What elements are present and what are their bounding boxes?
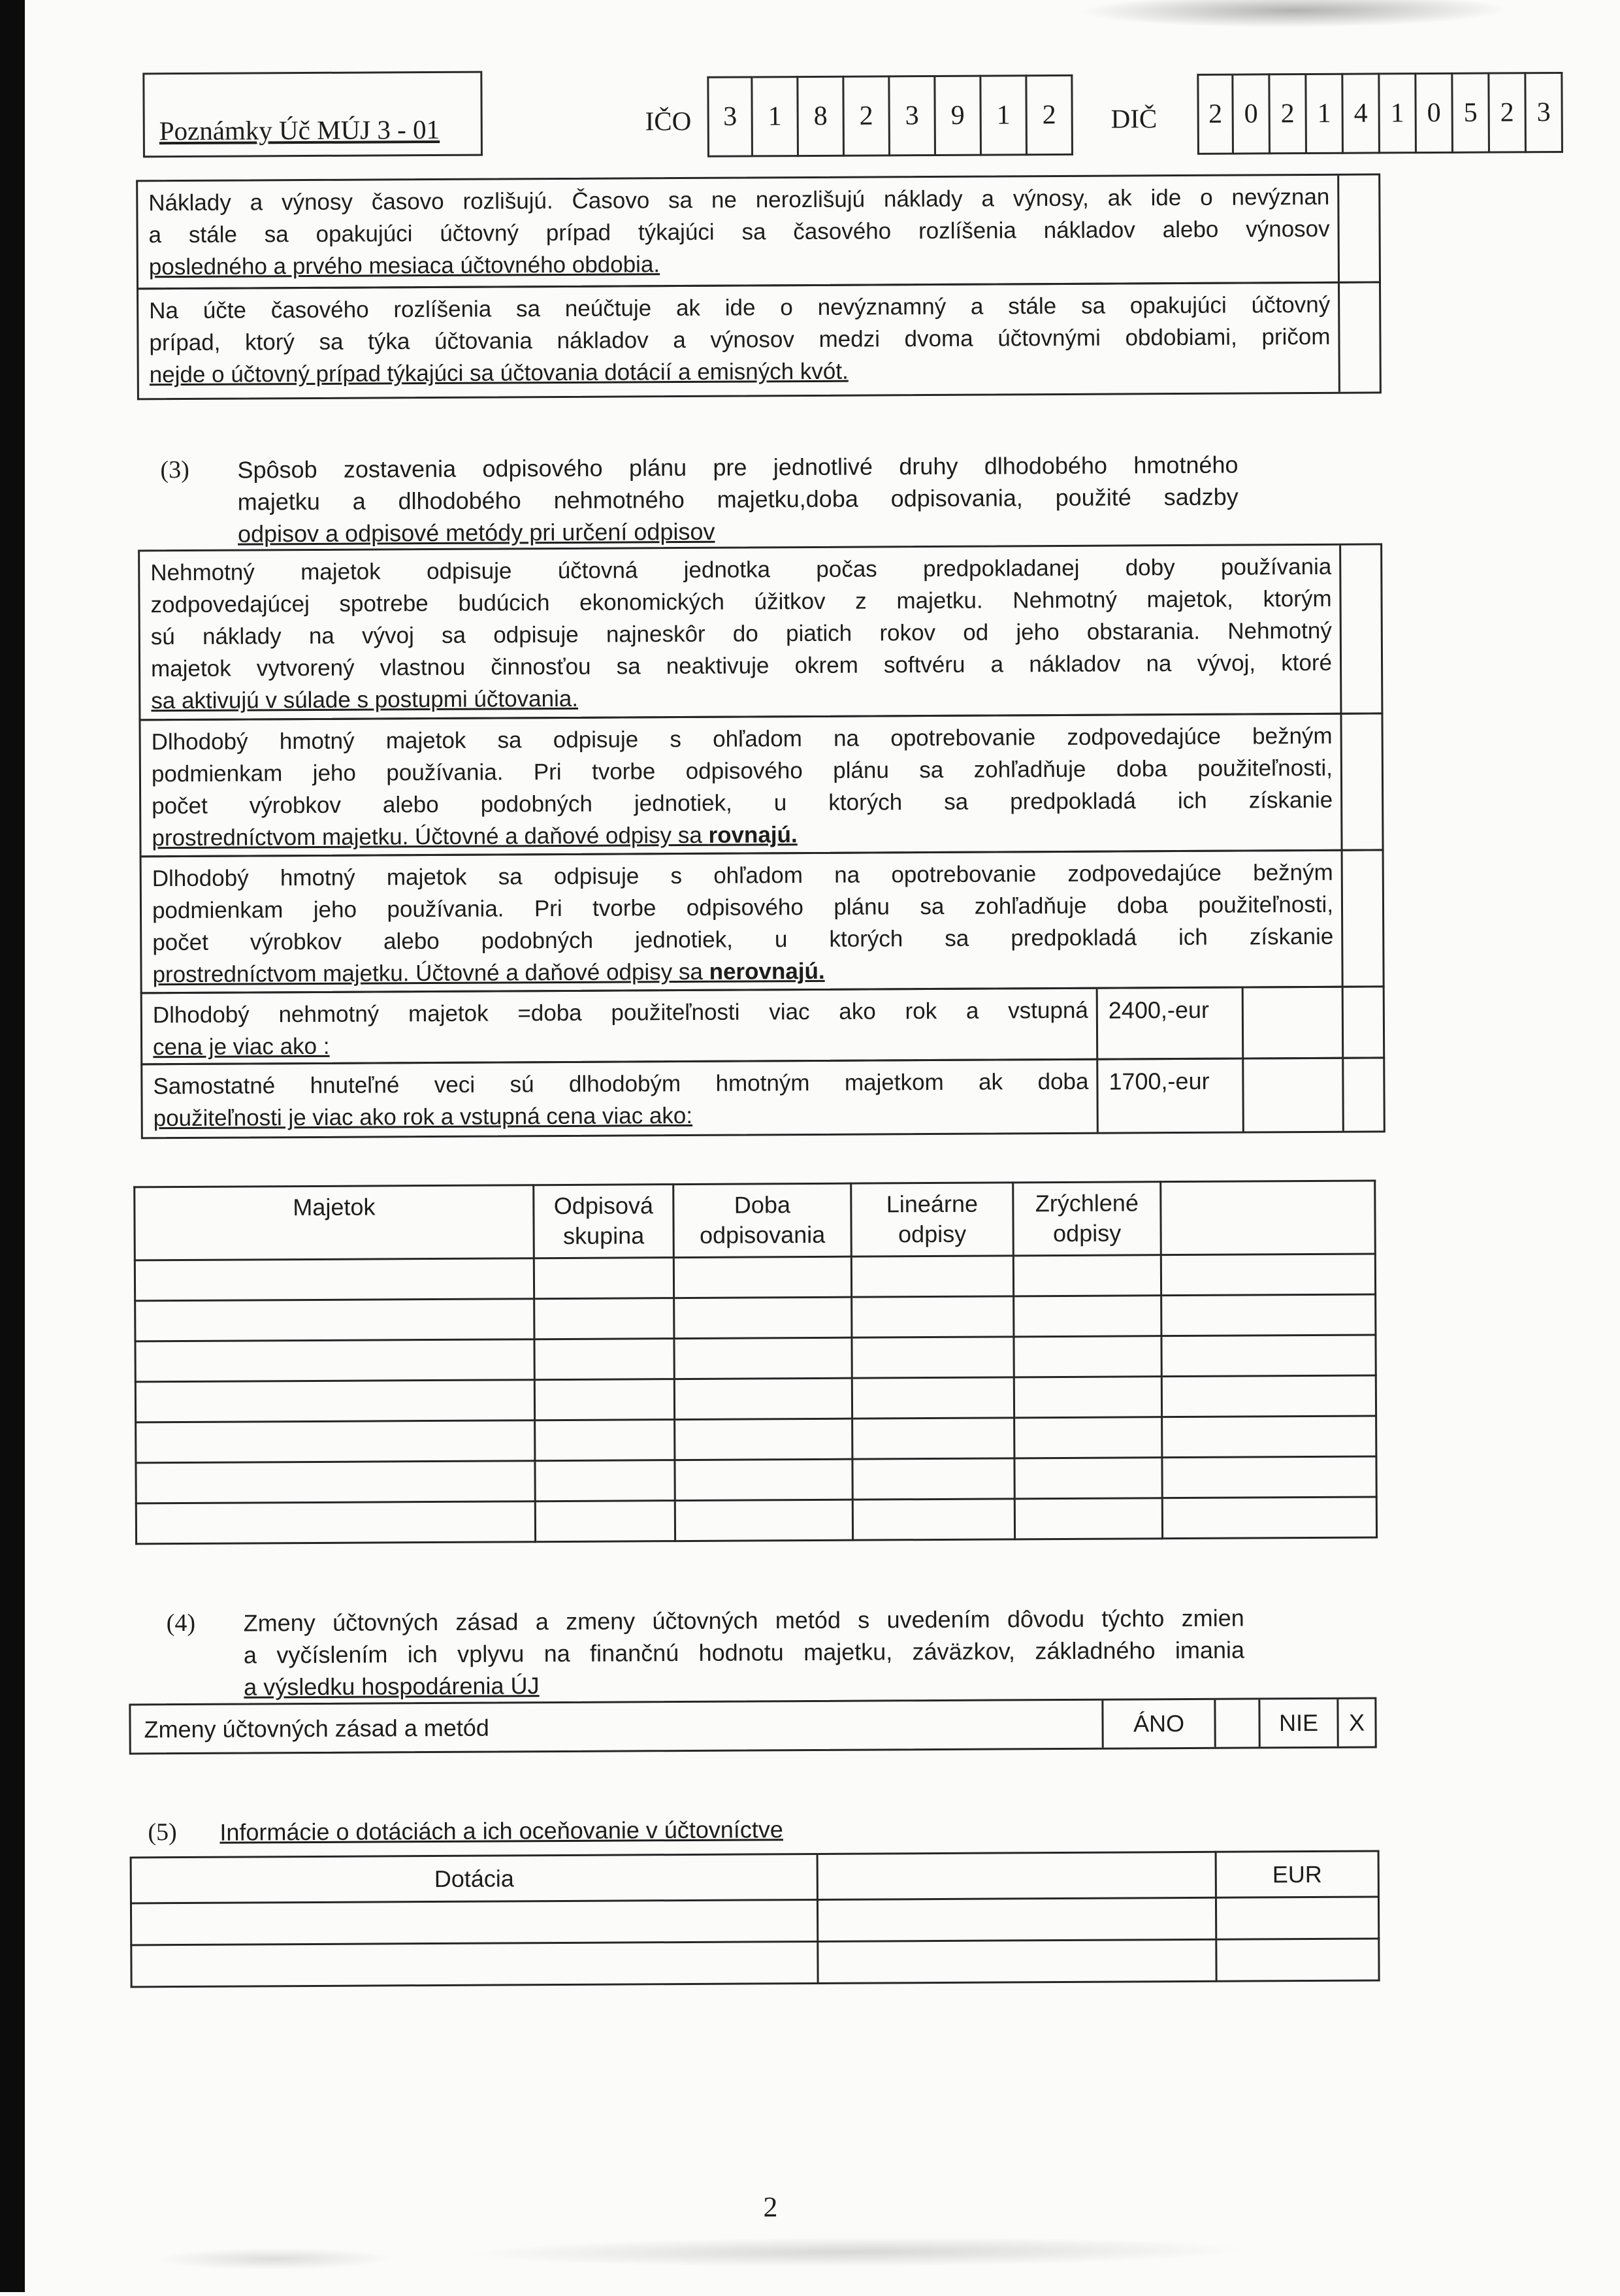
empty-cell: [1161, 1335, 1376, 1377]
tangible-depreciation-unequal-block: [140, 849, 1385, 994]
threshold-value-cell: 1700,-eur: [1096, 1060, 1244, 1132]
heading-line: odpisov a odpisové metódy pri určení odpisov: [237, 517, 715, 548]
empty-cell: [135, 1339, 534, 1382]
heading-line: Informácie o dotáciách a ich oceňovanie v účtovníctve: [219, 1816, 784, 1846]
yes-label-cell: ÁNO: [1101, 1700, 1214, 1748]
paragraph-line: [152, 816, 1333, 854]
empty-cell: [135, 1258, 534, 1301]
paragraph-line: podmienkam jeho používania. Pri tvorbe odpisového plánu sa zohľadňuje doba použiteľnosti,: [151, 755, 1333, 787]
dic-digit-cell: 2: [1489, 72, 1527, 153]
ico-cells: [707, 74, 1073, 157]
paragraph-line: použiteľnosti je viac ako rok a vstupná cena viac ako:: [153, 1102, 693, 1132]
section-5-heading: [148, 1811, 1258, 1848]
paragraph-line: prípad, ktorý sa týka účtovania nákladov a výnosov medzi dvoma účtovnými obdobiami, pričom: [149, 323, 1331, 356]
empty-cell: [1013, 1255, 1161, 1296]
heading-line: Spôsob zostavenia odpisového plánu pre jednotlivé druhy dlhodobého hmotného: [237, 451, 1239, 484]
empty-cell: [852, 1458, 1014, 1500]
empty-cell: [535, 1501, 675, 1542]
paragraph-line: Nehmotný majetok odpisuje účtovná jednotka počas predpokladanej doby používania: [150, 553, 1332, 586]
paragraph-line: sa aktivujú v súlade s postupmi účtovania.: [151, 685, 579, 714]
empty-cell: [818, 1939, 1216, 1983]
depreciation-blocks: [138, 543, 1385, 1139]
paragraph: [138, 176, 1338, 288]
empty-cell: [136, 1461, 535, 1503]
header-label: odpisy: [898, 1220, 967, 1248]
empty-cell: [674, 1378, 852, 1419]
accounting-policy-change-row: [129, 1697, 1376, 1754]
heading-line: a vyčíslením ich vplyvu na finančnú hodnotu majetku, záväzkov, základného imania: [243, 1636, 1245, 1669]
ico-digit-cell: 3: [890, 75, 936, 156]
empty-cell: [675, 1419, 852, 1460]
empty-cell: [1216, 1939, 1379, 1981]
empty-cell: [135, 1380, 534, 1422]
dic-digit-cell: 0: [1416, 73, 1453, 154]
page-number: 2: [763, 2191, 778, 2223]
empty-cell: [817, 1897, 1216, 1941]
dic-label: DIČ: [1110, 103, 1158, 134]
no-label-cell: NIE: [1258, 1699, 1336, 1747]
empty-cell: [1161, 1375, 1376, 1417]
tangible-threshold-row: [140, 1057, 1385, 1139]
heading-line: a výsledku hospodárenia ÚJ: [244, 1672, 540, 1701]
ico-digit-cell: 8: [798, 76, 845, 157]
paragraph: [142, 851, 1342, 992]
tangible-depreciation-equal-block: [138, 712, 1384, 857]
paragraph-line: počet výrobkov alebo podobných jednotiek, u ktorých sa predpokladá ich získanie: [152, 923, 1334, 956]
empty-cell: [675, 1500, 852, 1541]
empty-cell: [1014, 1296, 1161, 1337]
paragraph-line: Na účte časového rozlíšenia sa neúčtuje ak ide o nevýznamný a stále sa opakujúci účtovný: [149, 291, 1331, 324]
table-row: [135, 1254, 1375, 1301]
table-row: [131, 1897, 1378, 1945]
intangible-threshold-row: [140, 985, 1385, 1065]
paragraph-line: Dlhodobý nehmotný majetok =doba použiteľnosti viac ako rok a vstupná: [152, 997, 1088, 1028]
empty-cell: [534, 1258, 673, 1299]
ico-label: IČO: [645, 105, 692, 137]
heading-line: Zmeny účtovných zásad a zmeny účtovných metód s uvedením dôvodu týchto zmien: [243, 1604, 1244, 1637]
col-header-empty: [1161, 1181, 1376, 1255]
yes-checkbox-cell: [1214, 1699, 1258, 1747]
checkbox-cell: [1341, 851, 1383, 985]
empty-cell: [1162, 1456, 1376, 1498]
empty-cell: [674, 1297, 852, 1338]
section-4-heading: [167, 1602, 1245, 1704]
paragraph-line: sú náklady na vývoj sa odpisuje najneskôr do piatich rokov od jeho obstarania. Nehmotný: [150, 617, 1332, 650]
header-label: skupina: [562, 1222, 645, 1249]
table-row: [135, 1375, 1376, 1422]
empty-cell: [135, 1299, 534, 1341]
empty-cell: [1161, 1254, 1375, 1296]
paragraph-line: Samostatné hnuteľné veci sú dlhodobým hmotným majetkom ak doba: [153, 1068, 1089, 1100]
line-text: prostredníctvom majetku. Účtovné a daňové odpisy sa: [152, 822, 709, 851]
empty-cell: [136, 1420, 535, 1463]
line-text: prostredníctvom majetku. Účtovné a daňové odpisy sa: [152, 959, 709, 988]
paragraph: [138, 284, 1338, 399]
accrual-block-2: [137, 281, 1382, 400]
dic-digit-cell: 2: [1197, 74, 1234, 155]
empty-cell: [1162, 1416, 1376, 1458]
paragraph: [140, 546, 1340, 719]
paragraph-line: zodpovedajúcej spotrebe budúcich ekonomických úžitkov z majetku. Nehmotný majetok, ktorým: [150, 585, 1332, 618]
section-number: (4): [166, 1609, 196, 1637]
empty-cell: [1161, 1294, 1376, 1336]
table-header-row: [131, 1851, 1378, 1903]
empty-cell: [1014, 1417, 1162, 1458]
empty-cell: [136, 1501, 535, 1544]
row-label: Zmeny účtovných zásad a metód: [144, 1714, 489, 1743]
line-text-bold: rovnajú.: [708, 822, 798, 848]
empty-cell: [1014, 1336, 1161, 1377]
section-3-heading: [160, 449, 1239, 551]
heading-line: majetku a dlhodobého nehmotného majetku,doba odpisovania, použité sadzby: [237, 483, 1239, 516]
paragraph-line: Náklady a výnosy časovo rozlišujú. Časovo sa ne nerozlišujú náklady a výnosy, ak ide o nevýznan: [148, 184, 1330, 216]
table-row: [136, 1456, 1376, 1503]
ico-digit-cell: 2: [844, 75, 890, 156]
scan-smudge-bottom-left: [157, 2247, 392, 2271]
ico-digit-cell: 3: [707, 76, 753, 157]
depreciation-schedule-table: [133, 1179, 1378, 1545]
empty-cell: [534, 1339, 674, 1380]
checkbox-cell: [1339, 545, 1381, 712]
empty-cell: [535, 1460, 675, 1501]
paragraph-line: počet výrobkov alebo podobných jednotiek, u ktorých sa predpokladá ich získanie: [152, 787, 1333, 819]
empty-cell: [1014, 1498, 1162, 1539]
table-row: [135, 1294, 1376, 1341]
dic-digit-cell: 1: [1380, 73, 1417, 154]
paragraph-line: Dlhodobý hmotný majetok sa odpisuje s ohľadom na opotrebovanie zodpovedajúce bežným: [151, 723, 1333, 755]
line-text-bold: nerovnajú.: [709, 958, 825, 985]
col-header-doba-odpisovania: [673, 1183, 852, 1257]
col-header-linearne-odpisy: [851, 1183, 1014, 1256]
empty-cell: [534, 1298, 674, 1339]
dotacia-table: [130, 1850, 1380, 1988]
paragraph-line: podmienkam jeho používania. Pri tvorbe odpisového plánu sa zohľadňuje doba použiteľnosti,: [152, 891, 1334, 924]
accrual-block-1: [136, 173, 1381, 289]
paragraph-line: posledného a prvého mesiaca účtovného obdobia.: [148, 252, 660, 280]
table-row: [136, 1497, 1376, 1544]
header-label: Odpisová: [553, 1192, 654, 1220]
dic-digit-cell: 1: [1306, 73, 1344, 154]
empty-cell: [852, 1296, 1014, 1337]
empty-cell: [675, 1459, 852, 1500]
dic-digit-cell: 0: [1233, 73, 1271, 154]
paragraph-line: nejde o účtovný prípad týkajúci sa účtovania dotácií a emisných kvót.: [149, 358, 849, 388]
dic-digit-cell: 5: [1453, 73, 1490, 154]
empty-cell: [131, 1899, 817, 1945]
empty-cell: [535, 1420, 675, 1461]
table-row: [135, 1335, 1376, 1382]
empty-cell: [852, 1337, 1014, 1378]
checkbox-cell: [1338, 283, 1380, 391]
empty-cell: [674, 1337, 852, 1379]
empty-cell: [673, 1256, 851, 1298]
no-checkbox-cell: X: [1336, 1699, 1374, 1746]
ico-digit-cell: 2: [1027, 74, 1073, 156]
section-heading-text: [219, 1811, 1258, 1848]
header-label: Doba: [734, 1191, 791, 1219]
checkbox-cell: [1337, 175, 1379, 281]
paragraph: [142, 989, 1097, 1064]
paragraph-line: [152, 953, 1333, 991]
spacer: [1244, 1059, 1342, 1132]
col-header-odpisova-skupina: [534, 1185, 674, 1258]
empty-cell: [1014, 1377, 1161, 1418]
dic-digit-cell: 2: [1270, 73, 1307, 154]
paragraph-line: Dlhodobý hmotný majetok sa odpisuje s ohľadom na opotrebovanie zodpovedajúce bežným: [152, 859, 1333, 892]
ico-digit-cell: 1: [753, 76, 799, 157]
empty-cell: [534, 1379, 674, 1420]
intangible-depreciation-block: [138, 543, 1383, 721]
scan-smudge-bottom: [464, 2235, 1248, 2269]
form-title: Poznámky Úč MÚJ 3 - 01: [159, 114, 440, 146]
checkbox-cell: [1342, 1058, 1384, 1130]
empty-cell: [852, 1418, 1014, 1459]
dic-cells: [1197, 72, 1563, 155]
header-label: Zrýchlené: [1035, 1189, 1139, 1217]
col-header-majetok: [135, 1185, 534, 1260]
col-header-eur: EUR: [1216, 1851, 1378, 1897]
paragraph: [140, 715, 1340, 856]
header-label: odpisy: [1052, 1219, 1122, 1247]
checkbox-cell: [1340, 714, 1382, 849]
empty-cell: [851, 1256, 1013, 1297]
section-number: (5): [148, 1818, 177, 1846]
empty-cell: [852, 1377, 1014, 1419]
col-header-empty: [817, 1852, 1216, 1899]
threshold-value-cell: 2400,-eur: [1096, 989, 1244, 1058]
ico-digit-cell: 1: [981, 74, 1028, 156]
dic-digit-cell: 4: [1343, 73, 1380, 154]
empty-cell: [131, 1941, 818, 1987]
paragraph-line: cena je viac ako :: [153, 1033, 330, 1060]
empty-cell: [1014, 1458, 1162, 1499]
header-label: Majetok: [293, 1193, 376, 1221]
empty-cell: [1162, 1497, 1376, 1539]
empty-cell: [852, 1499, 1014, 1540]
spacer: [1244, 988, 1342, 1058]
paragraph-line: a stále sa opakujúci účtovný prípad týkajúci sa časového rozlíšenia nákladov alebo výnosov: [148, 216, 1330, 248]
scan-smudge-top: [1079, 0, 1510, 29]
paragraph: [142, 1060, 1097, 1138]
checkbox-cell: [1342, 987, 1384, 1057]
section-number: (3): [160, 455, 189, 484]
table-row: [136, 1416, 1376, 1463]
col-header-zrychlene-odpisy: [1013, 1182, 1161, 1256]
dic-digit-cell: 3: [1526, 72, 1563, 153]
accrual-blocks: [136, 173, 1382, 400]
header-label: odpisovania: [699, 1221, 826, 1249]
paragraph-line: majetok vytvorený vlastnou činnosťou sa neaktivuje okrem softvéru a nákladov na vývoj, ktoré: [150, 649, 1333, 682]
table-row: [131, 1939, 1379, 1987]
table-header-row: [135, 1181, 1376, 1260]
section-heading-text: [244, 1602, 1245, 1703]
col-header-dotacia: Dotácia: [131, 1854, 817, 1903]
header-label: Lineárne: [886, 1190, 979, 1218]
ico-digit-cell: 9: [935, 75, 982, 156]
empty-cell: [1216, 1897, 1378, 1939]
form-title-box: [142, 71, 483, 158]
section-heading-text: [237, 449, 1239, 550]
